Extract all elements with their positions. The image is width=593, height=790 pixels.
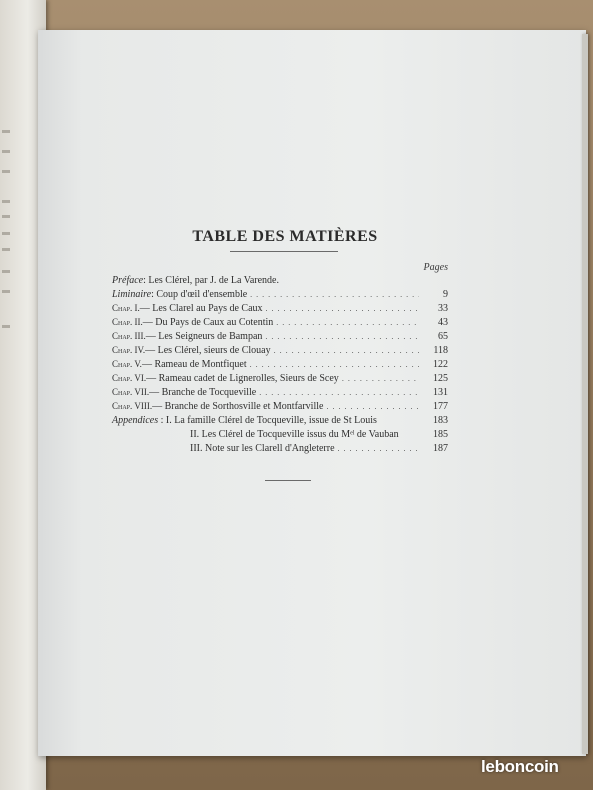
chapter-title: — Les Clérel, sieurs de Clouay [145, 345, 271, 356]
chapter-title: — Les Clarel au Pays de Caux [139, 303, 263, 314]
toc-entry-chapter [112, 317, 448, 328]
chapter-title: — Rameau cadet de Lignerolles, Sieurs de Scey [146, 373, 339, 384]
chapter-number: Chap. IV. [112, 345, 146, 355]
appendix-title: III. Note sur les Clarell d'Angleterre [190, 443, 335, 454]
appendix-title: II. Les Clérel de Tocqueville issus du Mᵉˡ de Vauban [190, 429, 399, 440]
page-number: 185 [433, 429, 448, 440]
toc-entry-appendix: Appendices : I. La famille Clérel de Tocqueville, issue de St Louis 183 [112, 415, 448, 426]
leader-dots [265, 332, 419, 341]
toc-entry-chapter [112, 331, 448, 342]
toc-entry-chapter [112, 387, 448, 398]
leader-dots [326, 402, 419, 411]
chapter-title: — Du Pays de Caux au Cotentin [142, 317, 274, 328]
closing-divider [265, 480, 311, 481]
toc-entry-liminaire [112, 289, 448, 300]
chapter-title: — Rameau de Montfiquet [141, 359, 247, 370]
appendix-title: I. La famille Clérel de Tocqueville, issue de St Louis [165, 415, 377, 426]
preface-text: : Les Clérel, par J. de La Varende. [143, 275, 279, 286]
chapter-title: — Les Seigneurs de Bampan [145, 331, 263, 342]
chapter-number: Chap. VI. [112, 373, 147, 383]
page-title: TABLE DES MATIÈRES [192, 228, 378, 245]
leader-dots [259, 388, 419, 397]
leader-dots [250, 290, 419, 299]
chapter-number: Chap. II. [112, 317, 143, 327]
page-number: 122 [433, 359, 448, 370]
page-stack-edge [582, 34, 588, 754]
liminaire-label: Liminaire [112, 289, 152, 300]
leader-dots [274, 346, 419, 355]
chapter-number: Chap. VII. [112, 387, 150, 397]
toc-entry-chapter [112, 359, 448, 370]
toc-entry-appendix [190, 443, 448, 454]
toc-entry-chapter [112, 345, 448, 356]
preface-label: Préface [112, 275, 144, 286]
toc-entry-chapter [112, 303, 448, 314]
chapter-number: Chap. V. [112, 359, 142, 369]
leader-dots [276, 318, 419, 327]
page-number: 177 [433, 401, 448, 412]
leader-dots [266, 304, 419, 313]
page-number: 118 [433, 345, 448, 356]
page-number: 125 [433, 373, 448, 384]
toc-entry-chapter [112, 401, 448, 412]
toc-entry-preface [112, 275, 448, 286]
appendices-label: Appendices [112, 415, 159, 426]
title-divider [230, 251, 338, 252]
page-number: 43 [438, 317, 448, 328]
chapter-number: Chap. VIII. [112, 401, 153, 411]
page-number: 183 [433, 415, 448, 426]
leader-dots [342, 374, 419, 383]
watermark-logo: leboncoin [481, 757, 559, 776]
page-number: 131 [433, 387, 448, 398]
pages-column-heading: Pages [423, 262, 448, 273]
toc-entry-appendix [190, 429, 448, 440]
toc-entry-chapter [112, 373, 448, 384]
chapter-number: Chap. III. [112, 331, 146, 341]
leader-dots [250, 360, 419, 369]
page-number: 9 [443, 289, 448, 300]
chapter-title: — Branche de Sorthosville et Montfarville [152, 401, 324, 412]
page-number: 187 [433, 443, 448, 454]
chapter-title: — Branche de Tocqueville [149, 387, 257, 398]
page-number: 65 [438, 331, 448, 342]
page-number: 33 [438, 303, 448, 314]
leader-dots [338, 444, 419, 453]
chapter-number: Chap. I. [112, 303, 140, 313]
liminaire-text: : Coup d'œil d'ensemble [151, 289, 248, 300]
